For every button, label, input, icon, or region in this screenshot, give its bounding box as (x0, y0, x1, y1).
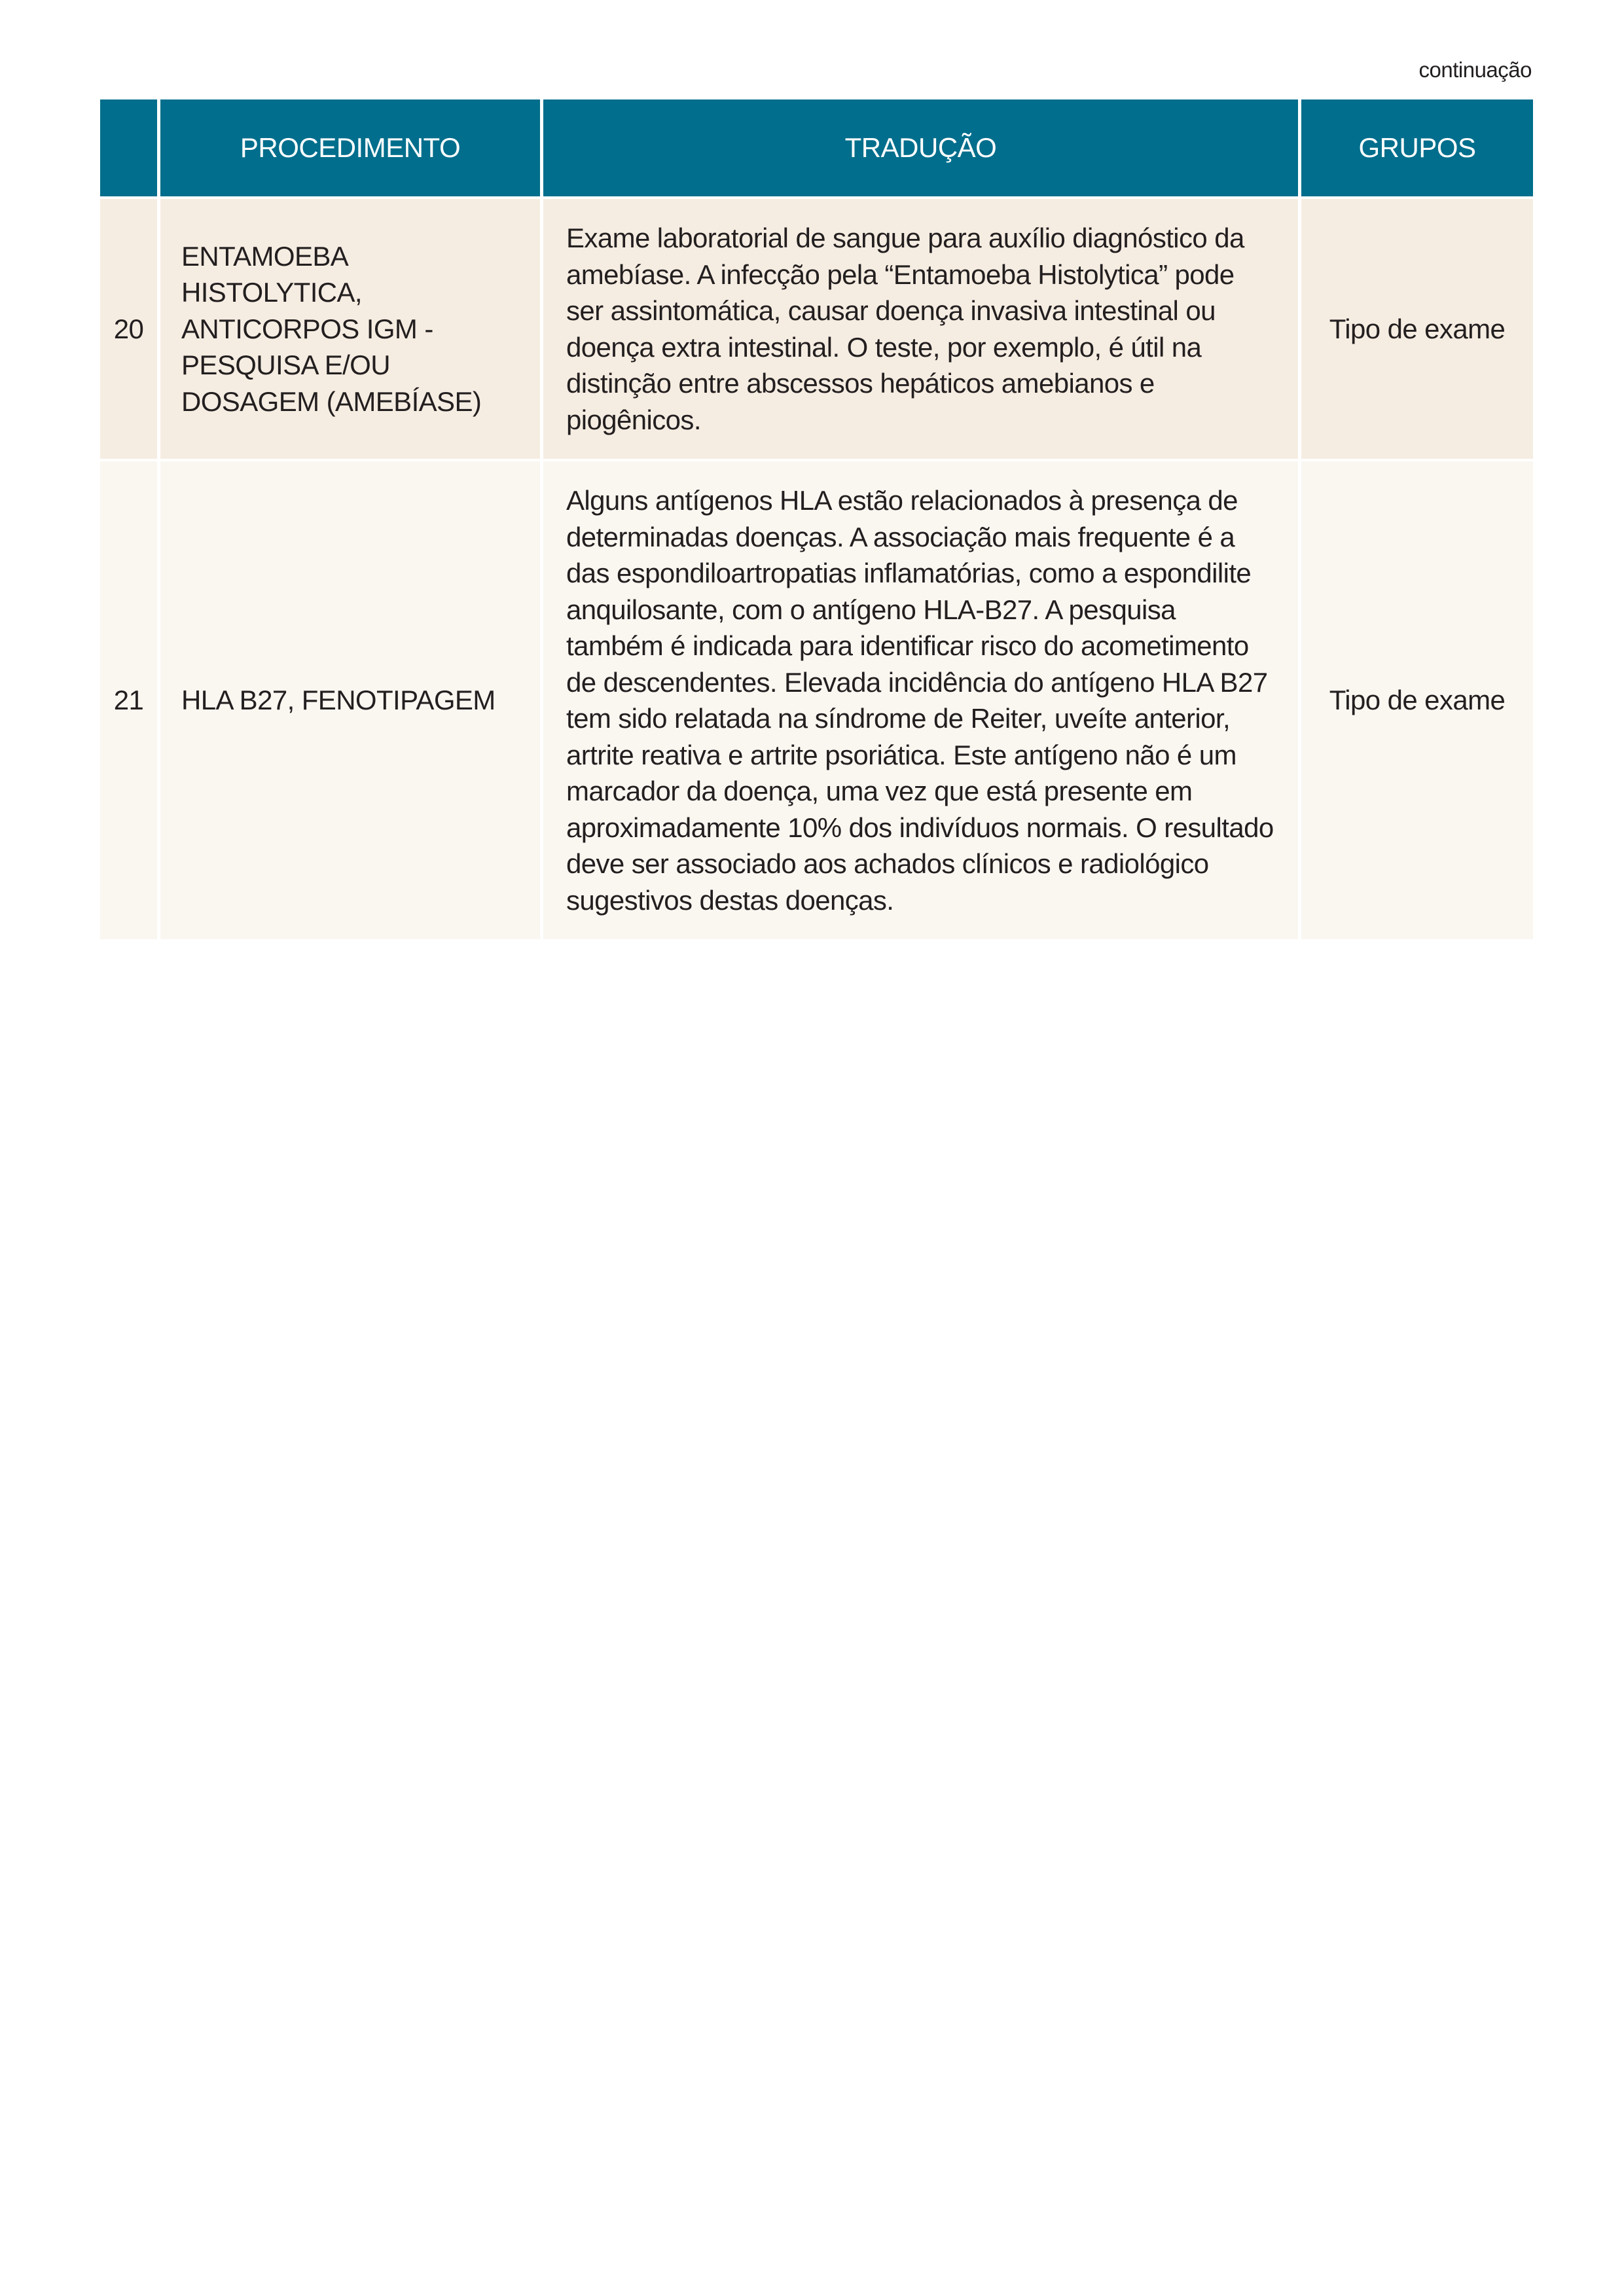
table-row (100, 459, 1533, 939)
table-row (100, 196, 1533, 459)
column-header-procedimento: PROCEDIMENTO (157, 99, 540, 196)
procedimento-cell: ENTAMOEBA HISTOLYTICA, ANTICORPOS IGM - PESQUISA E/OU DOSAGEM (AMEBÍASE) (157, 196, 540, 459)
procedures-table (100, 99, 1533, 939)
continuation-label: continuação (1418, 58, 1532, 82)
column-header-grupos: GRUPOS (1298, 99, 1533, 196)
grupos-cell: Tipo de exame (1298, 459, 1533, 939)
row-number: 21 (100, 459, 157, 939)
column-header-number (100, 99, 157, 196)
traducao-cell: Exame laboratorial de sangue para auxílio diagnóstico da amebíase. A infecção pela “Entamoeba Histolytica” pode ser assintomática, causar doença invasiva intestinal ou doença extra intestinal. O teste, por exemplo, é útil na distinção entre abscessos hepáticos amebianos e piogênicos. (540, 196, 1298, 459)
grupos-cell: Tipo de exame (1298, 196, 1533, 459)
column-header-traducao: TRADUÇÃO (540, 99, 1298, 196)
table-header-row (100, 99, 1533, 196)
row-number: 20 (100, 196, 157, 459)
traducao-cell: Alguns antígenos HLA estão relacionados à presença de determinadas doenças. A associação mais frequente é a das espondiloartropatias inflamatórias, como a espondilite anquilosante, com o antígeno HLA-B27. A pesquisa também é indicada para identificar risco do acometimento de descendentes. Elevada incidência do antígeno HLA B27 tem sido relatada na síndrome de Reiter, uveíte anterior, artrite reativa e artrite psoriática. Este antígeno não é um marcador da doença, uma vez que está presente em aproximadamente 10% dos indivíduos normais. O resultado deve ser associado aos achados clínicos e radiológico sugestivos destas doenças. (540, 459, 1298, 939)
procedimento-cell: HLA B27, FENOTIPAGEM (157, 459, 540, 939)
